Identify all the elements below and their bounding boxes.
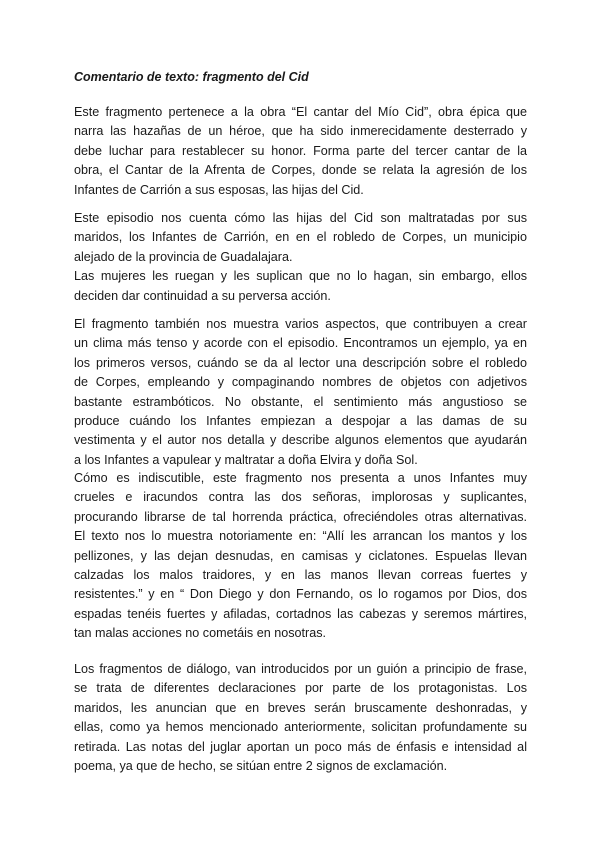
paragraph-5 bbox=[74, 660, 527, 776]
text-line: El fragmento también nos muestra varios aspectos, que contribuyen a crear bbox=[74, 317, 527, 331]
text-line: Cómo es indiscutible, este fragmento nos presenta a unos Infantes muy bbox=[74, 471, 527, 485]
text-line: ellas, como ya hemos mencionado anteriormente, solicitan profundamente su bbox=[74, 720, 527, 735]
paragraph-2 bbox=[74, 209, 527, 306]
text-line: debe luchar para restablecer su honor. Forma parte del tercer cantar de la bbox=[74, 143, 527, 158]
text-line: los primeros versos, cuándo se da al lector una descripción sobre el robledo bbox=[74, 355, 527, 370]
text-line: crueles e iracundos contra las dos señoras, implorosas y suplicantes, bbox=[74, 490, 527, 505]
text-line: El texto nos lo muestra notoriamente en: “Allí les arrancan los mantos y los bbox=[74, 529, 527, 544]
text-line: obra, el Cantar de la Afrenta de Corpes, donde se relata la agresión de los bbox=[74, 163, 527, 178]
paragraph-1 bbox=[74, 103, 527, 200]
text-line: maridos, los Infantes de Carrión, en en el robledo de Corpes, un municipio bbox=[74, 230, 527, 245]
document-title: Comentario de texto: fragmento del Cid bbox=[74, 70, 309, 84]
text-line: Este fragmento pertenece a la obra “El cantar del Mío Cid”, obra épica que bbox=[74, 105, 527, 119]
text-line: Infantes de Carrión a sus esposas, las hijas del Cid. bbox=[74, 182, 364, 197]
text-line: bastante estrambóticos. No obstante, el sentimiento más angustioso se bbox=[74, 394, 527, 409]
text-line: un clima más tenso y acorde con el episodio. Encontramos un ejemplo, ya en bbox=[74, 336, 527, 351]
text-line: resistentes.” y en “ Don Diego y don Fernando, os lo rogamos por Dios, dos bbox=[74, 587, 527, 602]
text-line: se trata de diferentes declaraciones por parte de los protagonistas. Los bbox=[74, 681, 527, 696]
text-line: tan malas acciones no cometáis en nosotras. bbox=[74, 626, 327, 641]
text-line: de Corpes, empleando y compaginando nombres de objetos con adjetivos bbox=[74, 375, 527, 390]
paragraph-4 bbox=[74, 469, 527, 644]
text-line: deciden dar continuidad a su perversa acción. bbox=[74, 288, 331, 303]
paragraph-3 bbox=[74, 315, 527, 470]
text-line: vestimenta y el autor nos detalla y describe algunos elementos que ayudarán bbox=[74, 433, 527, 448]
text-line: espadas tenéis fuertes y afiladas, cortadnos las cabezas y seremos mártires, bbox=[74, 606, 527, 621]
text-line: narra las hazañas de un héroe, que ha sido inmerecidamente desterrado y bbox=[74, 124, 527, 139]
text-line: maridos, les anuncian que en breves serán bruscamente deshonradas, y bbox=[74, 700, 527, 715]
text-line: Este episodio nos cuenta cómo las hijas del Cid son maltratadas por sus bbox=[74, 211, 527, 225]
text-line: poema, ya que de hecho, se sitúan entre 2 signos de exclamación. bbox=[74, 759, 448, 774]
text-line: procurando librarse de tal horrenda práctica, ofreciéndoles otras alternativas. bbox=[74, 509, 527, 524]
text-line: produce cuándo los Infantes empiezan a despojar a las damas de su bbox=[74, 414, 527, 429]
text-line: calzadas los malos traidores, y en las manos llevan correas fuertes y bbox=[74, 568, 527, 583]
text-line: retirada. Las notas del juglar aportan un poco más de énfasis e intensidad al bbox=[74, 739, 527, 754]
text-line: alejado de la provincia de Guadalajara. bbox=[74, 249, 293, 264]
text-line: Las mujeres les ruegan y les suplican que no lo hagan, sin embargo, ellos bbox=[74, 269, 527, 284]
text-line: Los fragmentos de diálogo, van introducidos por un guión a principio de frase, bbox=[74, 662, 527, 676]
text-line: a los Infantes a vapulear y maltratar a doña Elvira y doña Sol. bbox=[74, 452, 418, 467]
text-line: pellizones, y las dejan desnudas, en camisas y ciclatones. Espuelas llevan bbox=[74, 548, 527, 563]
